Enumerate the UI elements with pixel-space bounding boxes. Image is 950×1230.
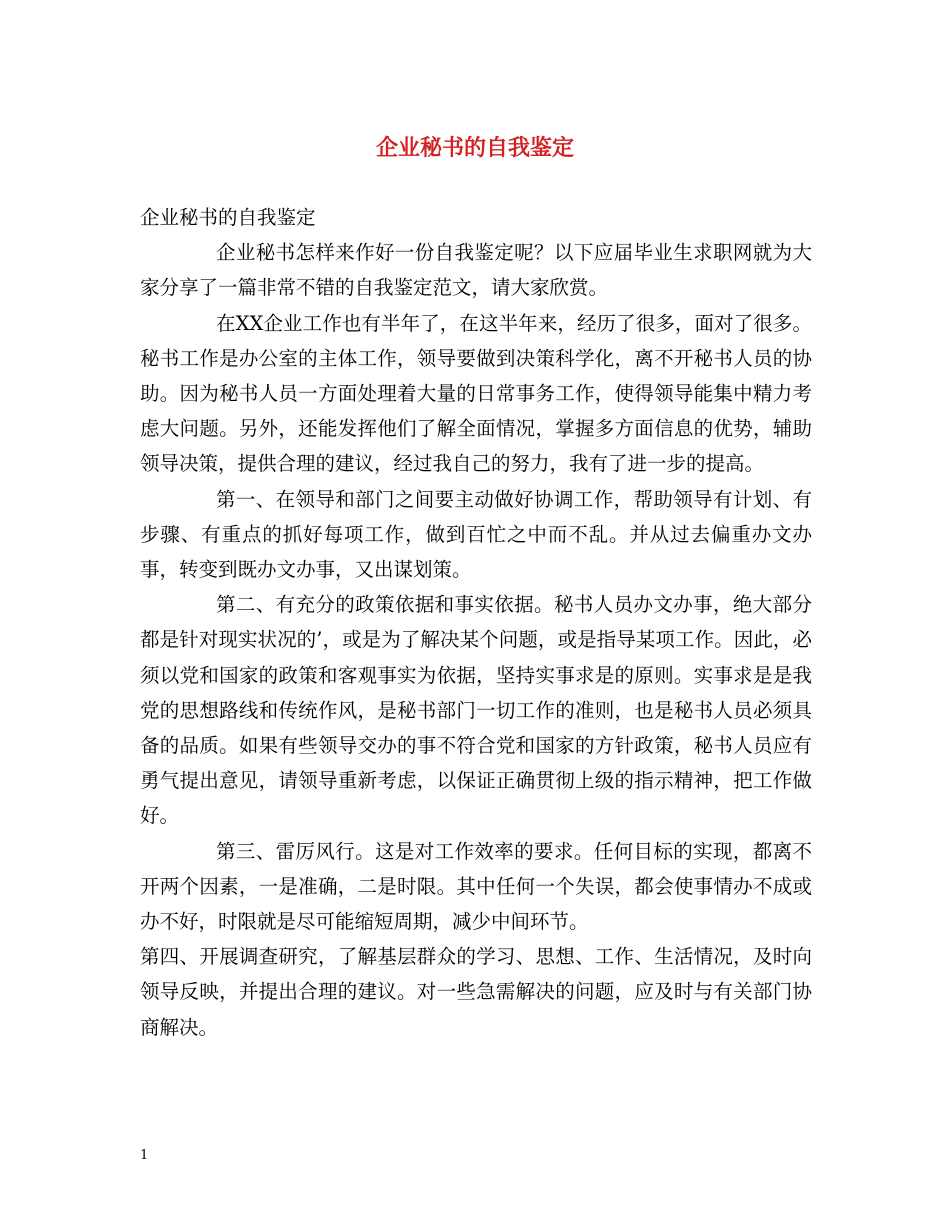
document-body [140,200,812,1045]
paragraph-overview: 在XX企业工作也有半年了，在这半年来，经历了很多，面对了很多。秘书工作是办公室的主体工作，领导要做到决策科学化，离不开秘书人员的协助。因为秘书人员一方面处理着大量的日常事务工作，使得领导能集中精力考虑大问题。另外，还能发挥他们了解全面情况，掌握多方面信息的优势，辅助领导决策，提供合理的建议，经过我自己的努力，我有了进一步的提高。 [140,311,812,476]
paragraph-third-point: 第三、雷厉风行。这是对工作效率的要求。任何目标的实现，都离不开两个因素，一是准确，二是时限。其中任何一个失误，都会使事情办不成或办不好，时限就是尽可能缩短周期，减少中间环节。 [140,839,812,934]
document-subtitle: 企业秘书的自我鉴定 [140,206,316,229]
paragraph-second-point: 第二、有充分的政策依据和事实依据。秘书人员办文办事，绝大部分都是针对现实状况的’，或是为了解决某个问题，或是指导某项工作。因此，必须以党和国家的政策和客观事实为依据，坚持实事求是的原则。实事求是是我党的思想路线和传统作风，是秘书部门一切工作的准则，也是秘书人员必须具备的品质。如果有些领导交办的事不符合党和国家的方针政策，秘书人员应有勇气提出意见，请领导重新考虑，以保证正确贯彻上级的指示精神，把工作做好。 [140,593,812,828]
document-title: 企业秘书的自我鉴定 [375,135,574,161]
paragraph-intro: 企业秘书怎样来作好一份自我鉴定呢？以下应届毕业生求职网就为大家分享了一篇非常不错的自我鉴定范文，请大家欣赏。 [140,241,812,300]
paragraph-fourth-point: 第四、开展调查研究，了解基层群众的学习、思想、工作、生活情况，及时向领导反映，并提出合理的建议。对一些急需解决的问题，应及时与有关部门协商解决。 [140,945,812,1039]
page-number: 1 [140,1148,149,1163]
paragraph-first-point: 第一、在领导和部门之间要主动做好协调工作，帮助领导有计划、有步骤、有重点的抓好每项工作，做到百忙之中而不乱。并从过去偏重办文办事，转变到既办文办事，又出谋划策。 [140,487,812,582]
